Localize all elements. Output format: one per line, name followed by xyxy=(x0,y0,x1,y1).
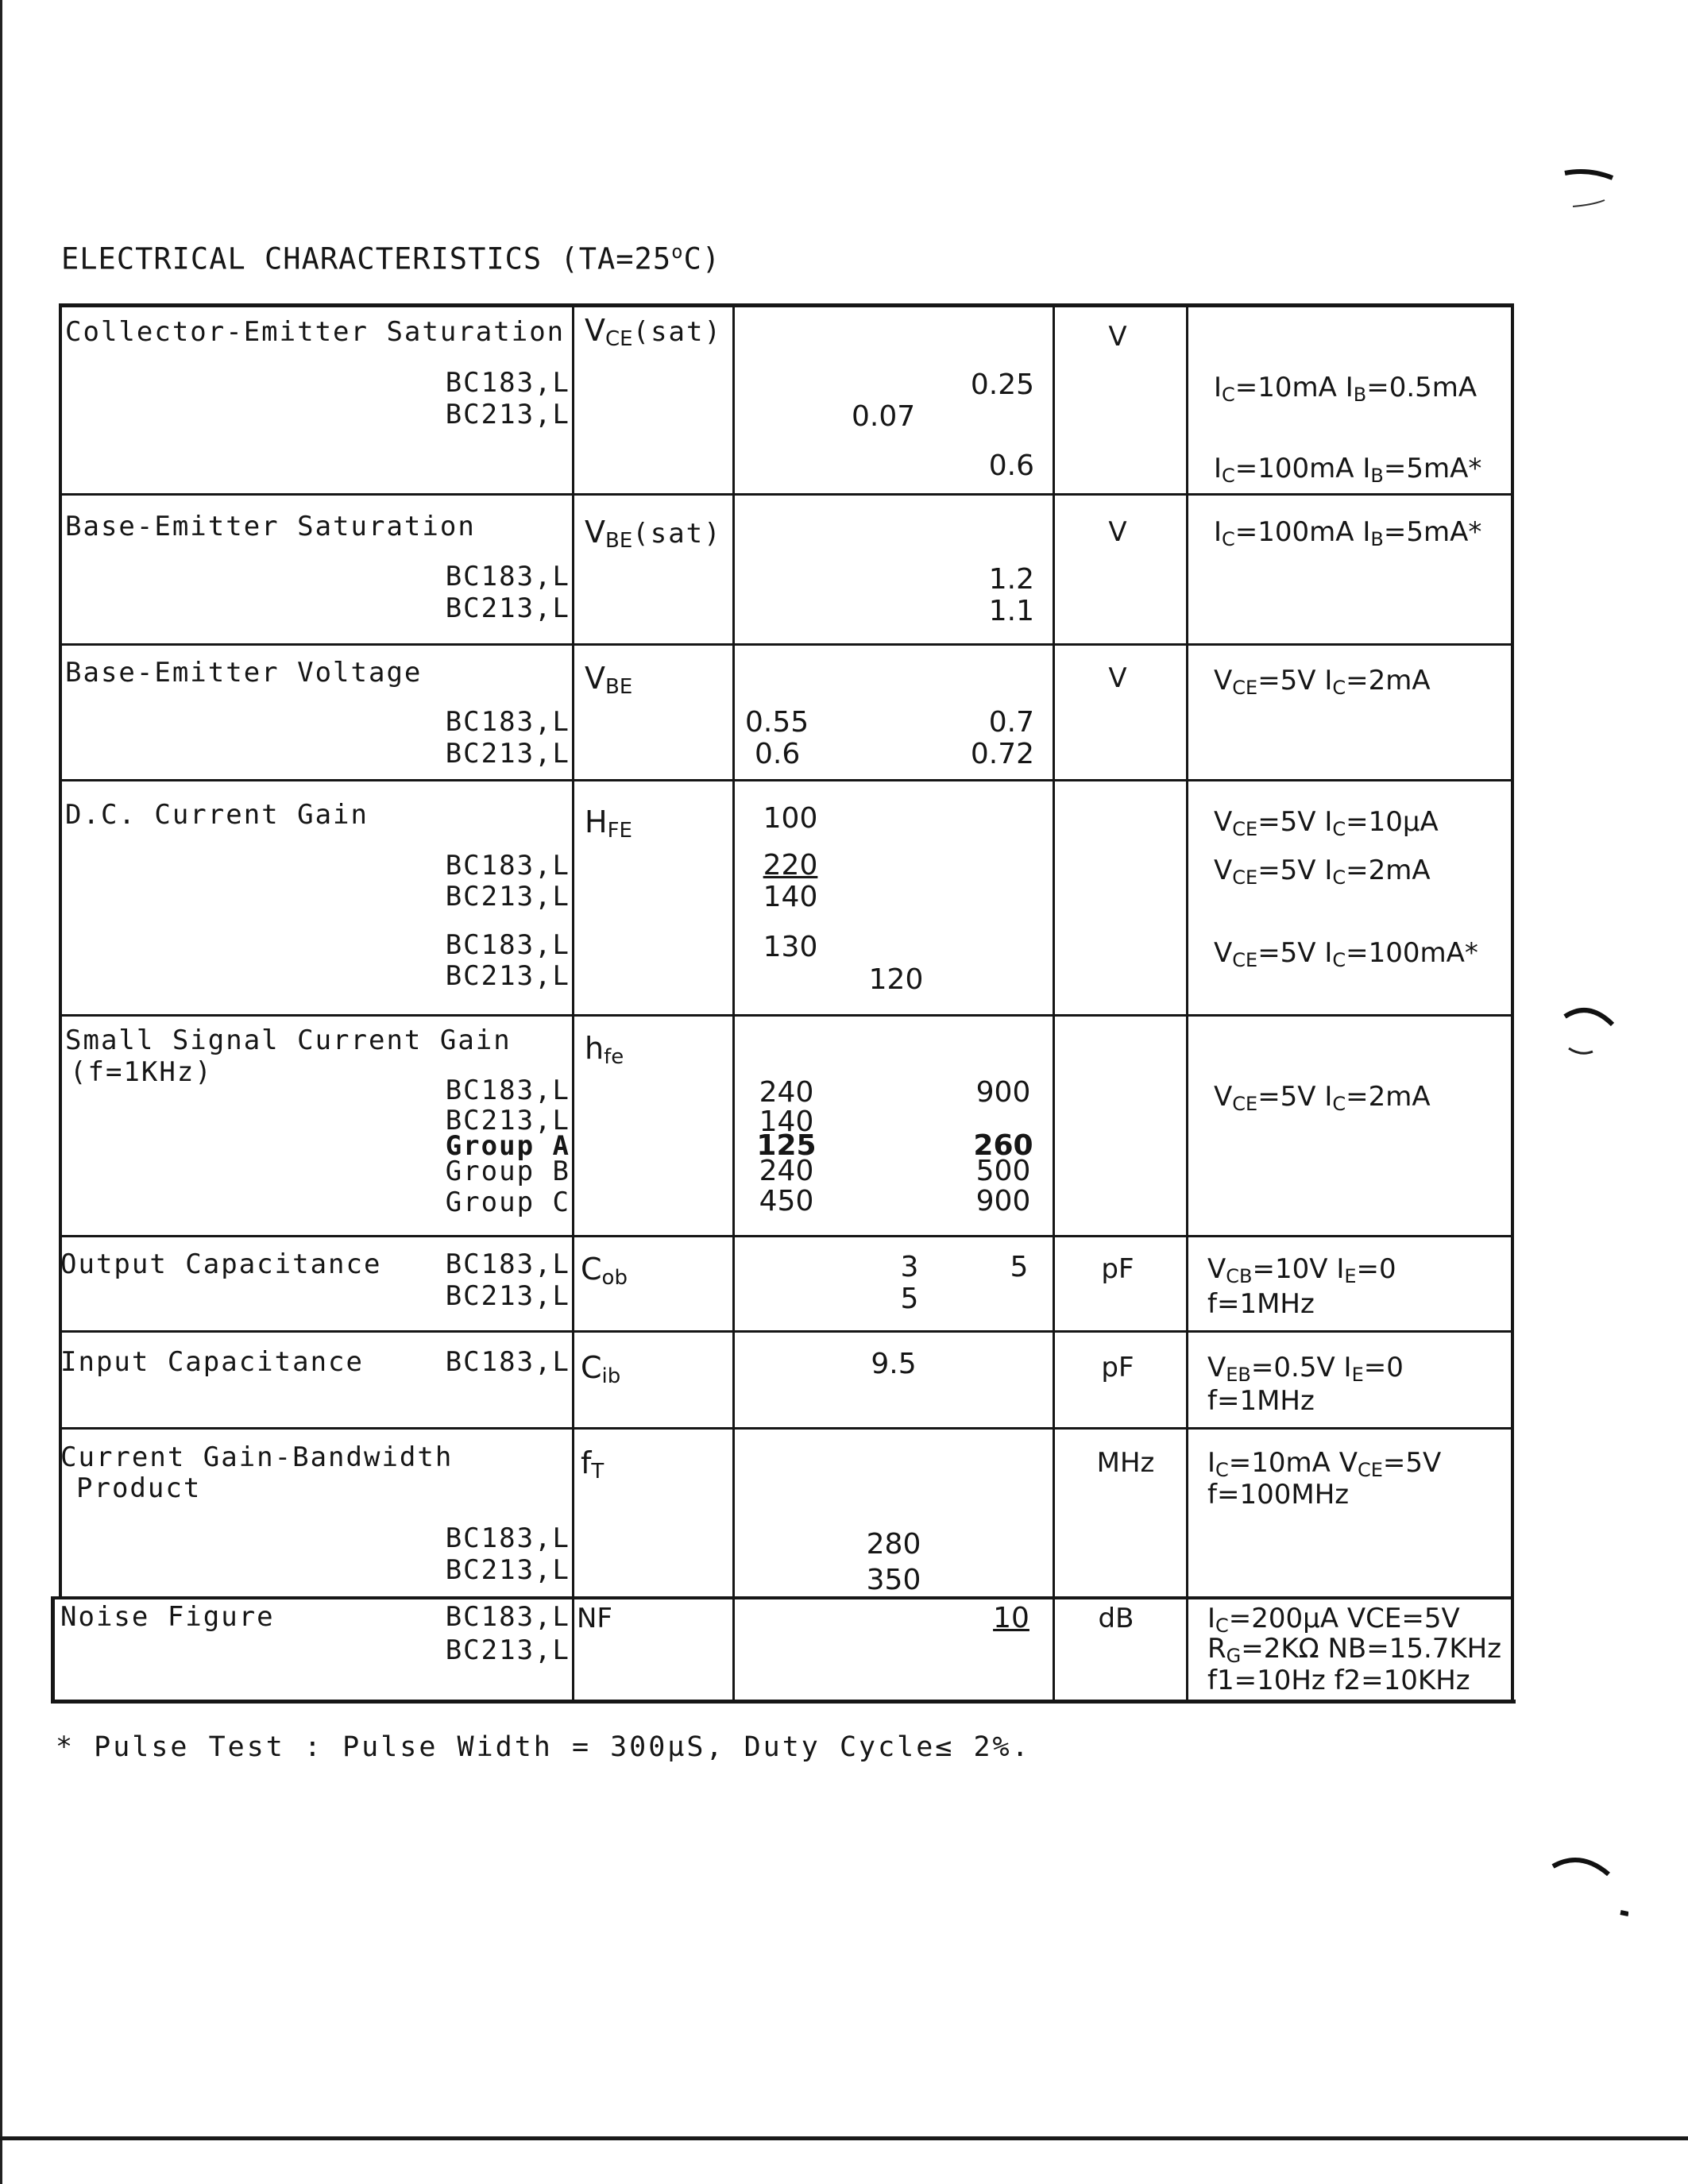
max-value: 900 xyxy=(975,1076,1031,1109)
footnote: * Pulse Test : Pulse Width = 300µS, Duty Cycle≤ 2%. xyxy=(56,1731,1031,1763)
min-value: 240 xyxy=(759,1155,814,1187)
max-value: 0.6 xyxy=(988,450,1034,482)
test-condition: $I_C=10mA$ $V_{CE}=5V$ xyxy=(1207,1447,1442,1481)
min-value: 0.6 xyxy=(755,738,801,770)
scan-mark-icon xyxy=(1549,159,1628,222)
page-left-edge xyxy=(0,0,2,2184)
device-label: BC183,L xyxy=(445,1522,570,1554)
test-condition: $I_C=100mA$ $I_B=5mA*$ xyxy=(1214,516,1482,550)
param-name: Input Capacitance xyxy=(60,1346,364,1378)
param-name: Collector-Emitter Saturation xyxy=(65,316,566,348)
device-label: BC213,L xyxy=(445,1280,570,1312)
device-label: BC213,L xyxy=(445,738,570,770)
param-name: Noise Figure xyxy=(60,1601,275,1633)
device-label: BC213,L xyxy=(445,399,570,430)
min-value: 140 xyxy=(759,1106,814,1138)
typ-value: 5 xyxy=(900,1283,919,1315)
page-title: ELECTRICAL CHARACTERISTICS $(TA=25^oC)$ xyxy=(61,241,721,276)
symbol: $C_{ob}$ xyxy=(581,1252,628,1290)
device-label: Group B xyxy=(445,1156,570,1187)
symbol: $H_{FE}$ xyxy=(585,805,632,843)
max-value: 900 xyxy=(975,1185,1031,1217)
typ-value: 0.07 xyxy=(852,400,916,433)
param-name: Small Signal Current Gain xyxy=(65,1024,512,1056)
device-label: BC213,L xyxy=(445,960,570,992)
device-label: BC183,L xyxy=(445,1346,570,1378)
test-condition: f1=10Hz f2=10KHz xyxy=(1207,1665,1470,1696)
max-value: 500 xyxy=(975,1155,1031,1187)
min-value: 0.55 xyxy=(745,706,809,739)
typ-value: 350 xyxy=(866,1564,921,1596)
test-condition: $R_G=2K\Omega$ NB=15.7KHz xyxy=(1207,1633,1502,1667)
max-value: 1.2 xyxy=(988,563,1034,596)
max-value: 0.72 xyxy=(970,738,1034,770)
param-note: (f=1KHz) xyxy=(70,1056,213,1088)
unit: dB xyxy=(1098,1603,1134,1634)
min-value: 100 xyxy=(763,802,818,835)
symbol: $V_{CE}(sat)$ xyxy=(585,313,722,351)
test-condition: $V_{CE}=5V$ $I_C=2mA$ xyxy=(1214,855,1431,889)
scan-mark-icon xyxy=(1541,1843,1628,1922)
test-condition: $V_{CE}=5V$ $I_C=100mA*$ xyxy=(1214,937,1478,971)
param-name: Output Capacitance xyxy=(60,1248,382,1280)
test-condition: f=1MHz xyxy=(1207,1385,1315,1417)
typ-value: 9.5 xyxy=(871,1348,917,1380)
max-value: 260 xyxy=(973,1129,1033,1162)
typ-value: 120 xyxy=(868,963,924,996)
min-value: 130 xyxy=(763,931,818,963)
test-condition: $V_{EB}=0.5V$ $I_E=0$ xyxy=(1207,1352,1404,1386)
bottom-rule xyxy=(0,2136,1688,2140)
param-name: Base-Emitter Saturation xyxy=(65,511,476,542)
symbol: $f_T$ xyxy=(581,1445,605,1484)
unit: V xyxy=(1108,321,1127,353)
device-label: BC213,L xyxy=(445,1105,570,1136)
max-value: 1.1 xyxy=(988,595,1034,627)
max-value: 5 xyxy=(1010,1251,1029,1283)
device-label: Group C xyxy=(445,1187,570,1218)
min-value: 220 xyxy=(763,849,818,882)
symbol: $C_{ib}$ xyxy=(581,1350,621,1388)
param-name: D.C. Current Gain xyxy=(65,799,369,831)
test-condition: $I_C=100mA$ $I_B=5mA*$ xyxy=(1214,453,1482,487)
symbol: $V_{BE}$ xyxy=(585,661,633,699)
unit: V xyxy=(1108,662,1127,694)
device-label: BC213,L xyxy=(445,592,570,624)
test-condition: f=1MHz xyxy=(1207,1288,1315,1320)
min-value: 240 xyxy=(759,1076,814,1109)
device-label: Group A xyxy=(445,1130,570,1162)
test-condition: $V_{CE}=5V$ $I_C=2mA$ xyxy=(1214,1081,1431,1115)
symbol: $h_{fe}$ xyxy=(585,1031,624,1069)
param-name: Current Gain-Bandwidth xyxy=(60,1441,454,1473)
test-condition: $V_{CB}=10V$ $I_E=0$ xyxy=(1207,1253,1396,1287)
max-value: 10 xyxy=(993,1602,1029,1634)
min-value: 140 xyxy=(763,881,818,913)
test-condition: f=100MHz xyxy=(1207,1479,1350,1511)
device-label: BC183,L xyxy=(445,1601,570,1633)
scan-mark-icon xyxy=(1549,993,1628,1072)
device-label: BC183,L xyxy=(445,367,570,399)
device-label: BC213,L xyxy=(445,1554,570,1586)
test-condition: $I_C=200\mu A$ VCE=5V xyxy=(1207,1603,1460,1637)
test-condition: $V_{CE}=5V$ $I_C=2mA$ xyxy=(1214,665,1431,699)
typ-value: 280 xyxy=(866,1528,921,1561)
test-condition: $I_C=10mA$ $I_B=0.5mA$ xyxy=(1214,372,1477,406)
device-label: BC213,L xyxy=(445,1634,570,1666)
min-value: 125 xyxy=(756,1129,817,1162)
min-value: 450 xyxy=(759,1185,814,1217)
device-label: BC183,L xyxy=(445,1075,570,1106)
symbol: $V_{BE}(sat)$ xyxy=(585,515,722,553)
device-label: BC183,L xyxy=(445,850,570,882)
device-label: BC183,L xyxy=(445,561,570,592)
max-value: 0.25 xyxy=(970,369,1034,401)
test-condition: $V_{CE}=5V$ $I_C=10\mu A$ xyxy=(1214,806,1439,840)
unit: MHz xyxy=(1096,1447,1155,1479)
device-label: BC183,L xyxy=(445,929,570,961)
device-label: BC183,L xyxy=(445,1248,570,1280)
unit: V xyxy=(1108,516,1127,548)
device-label: BC213,L xyxy=(445,881,570,913)
unit: pF xyxy=(1101,1352,1134,1383)
typ-value: 3 xyxy=(900,1251,919,1283)
param-name: Base-Emitter Voltage xyxy=(65,657,423,689)
param-name-2: Product xyxy=(76,1472,202,1504)
max-value: 0.7 xyxy=(988,706,1034,739)
symbol: NF xyxy=(577,1603,612,1634)
unit: pF xyxy=(1101,1253,1134,1285)
device-label: BC183,L xyxy=(445,706,570,738)
